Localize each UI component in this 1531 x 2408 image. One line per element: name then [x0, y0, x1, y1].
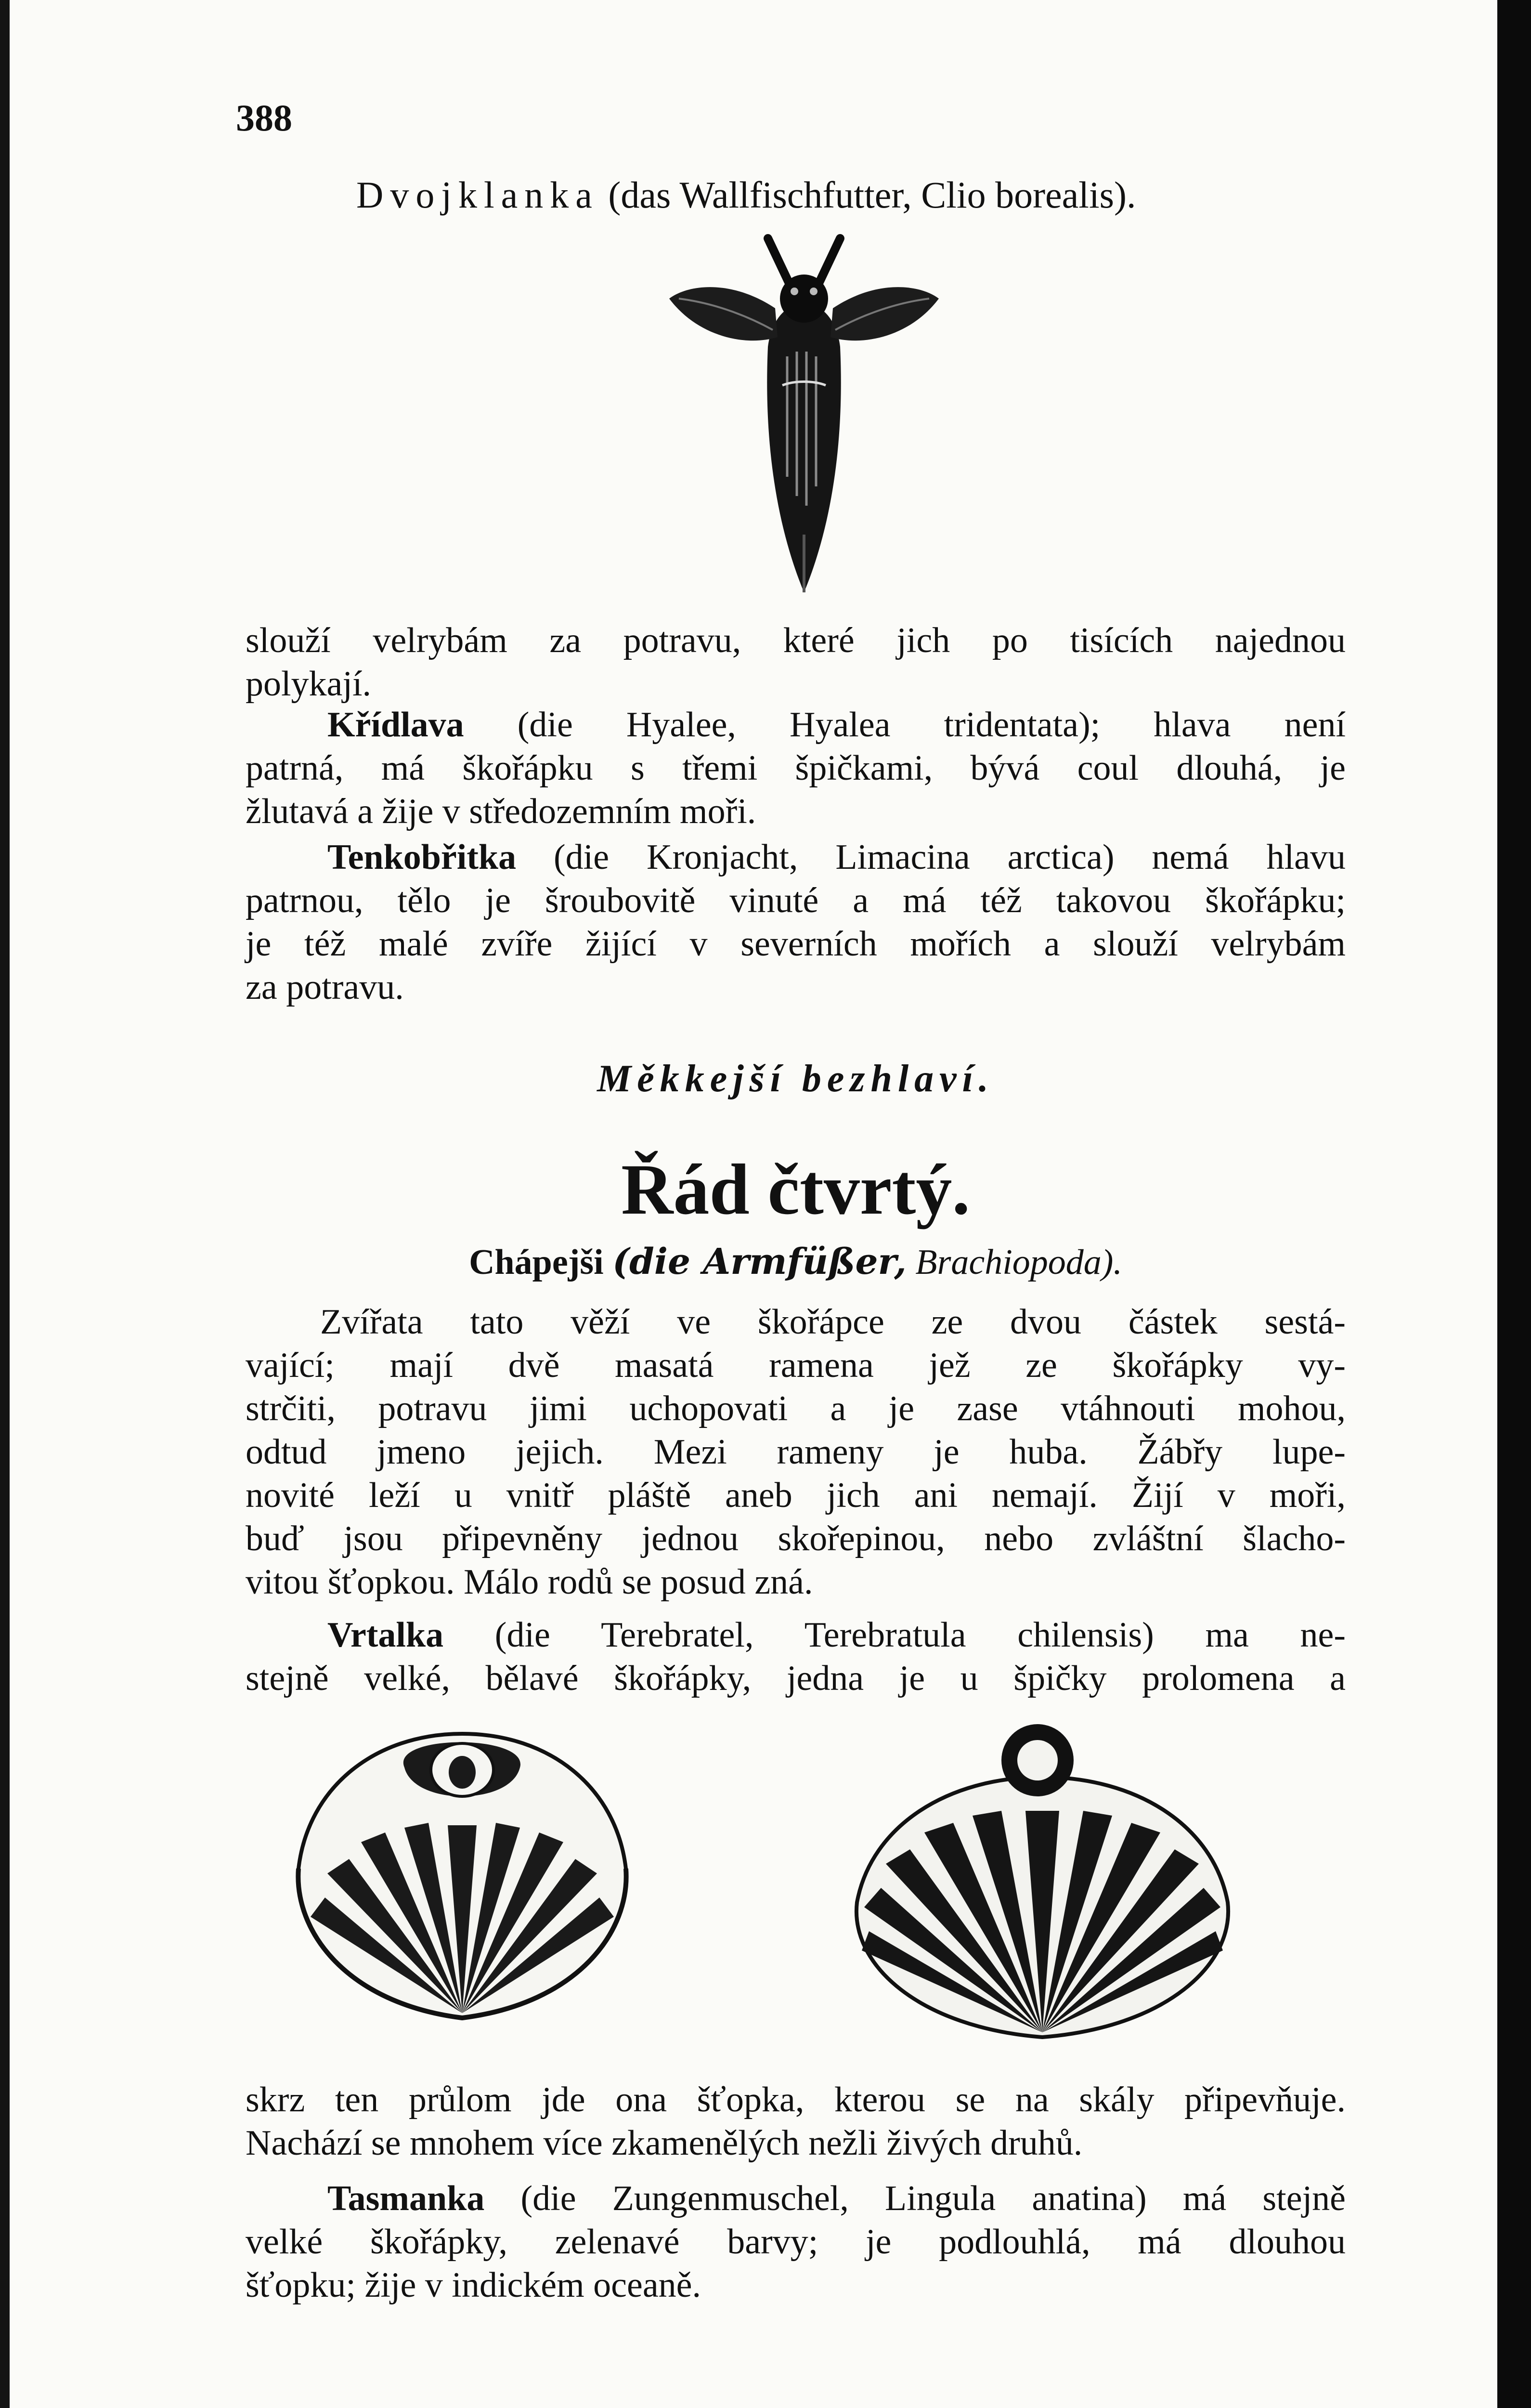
order-title: Řád čtvrtý.: [621, 1150, 970, 1230]
caption-species-name: Dvojklanka: [356, 174, 599, 216]
terebratula-shell-left-illustration: [289, 1714, 636, 2028]
order-german-name: (die Armfüßer,: [612, 1241, 907, 1283]
order-latin-name: Brachiopoda).: [915, 1243, 1122, 1282]
term-tasmanka: Tasmanka: [327, 2179, 485, 2218]
term-tenkobritka: Tenkobřitka: [327, 838, 517, 877]
terebratula-shell-right-illustration: [843, 1714, 1242, 2042]
book-page: [10, 0, 1497, 2408]
figure-caption-clio: [356, 173, 1136, 217]
text-line: vitou šťopkou. Málo rodů se posud zná.: [246, 1562, 813, 1602]
text-line: patrnou, tělo je šroubovitě vinuté a má též takovou škořápku;: [246, 881, 1346, 920]
text-line: odtud jmeno jejich. Mezi rameny je huba. Žábřy lupe-: [246, 1432, 1346, 1472]
text-line: žlutavá a žije v středozemním moři.: [246, 792, 756, 831]
scan-dark-edge: [1497, 0, 1531, 2408]
paragraph-limacina-first-line: [327, 833, 1346, 881]
clio-illustration: [660, 226, 948, 612]
text-line: velké škořápky, zelenavé barvy; je podlouhlá, má dlouhou: [246, 2222, 1346, 2262]
text-line: slouží velrybám za potravu, které jich po tisících najednou: [246, 621, 1346, 660]
text-line: strčiti, potravu jimi uchopovati a je zase vtáhnouti mohou,: [246, 1389, 1346, 1428]
text-line: patrná, má škořápku s třemi špičkami, bývá coul dlouhá, je: [246, 748, 1346, 788]
term-detail: (die Kronjacht, Limacina arctica) nemá hlavu: [554, 838, 1346, 877]
order-name: Chápejši: [469, 1243, 604, 1282]
text-line: za potravu.: [246, 968, 404, 1007]
term-detail: (die Terebratel, Terebratula chilensis) ma ne-: [494, 1615, 1346, 1655]
term-detail: (die Hyalee, Hyalea tridentata); hlava není: [517, 705, 1346, 745]
paragraph-lingula-first-line: [327, 2174, 1346, 2223]
term-detail: (die Zungenmuschel, Lingula anatina) má stejně: [520, 2179, 1346, 2218]
text-line: Zvířata tato věží ve škořápce ze dvou částek sestá-: [320, 1302, 1346, 1342]
section-subheading: Měkkejší bezhlaví.: [597, 1058, 994, 1100]
text-line: novité leží u vnitř pláště aneb jich ani nemají. Žijí v moři,: [246, 1476, 1346, 1515]
text-line: stejně velké, bělavé škořápky, jedna je u špičky prolomena a: [246, 1659, 1346, 1698]
term-kridlava: Křídlava: [327, 705, 464, 745]
paragraph-hyalea-first-line: [327, 701, 1346, 749]
page-number: 388: [236, 97, 292, 139]
text-line: je též malé zvíře žijící v severních mořích a slouží velrybám: [246, 924, 1346, 964]
text-line: polykají.: [246, 664, 372, 704]
text-line: vající; mají dvě masatá ramena jež ze škořápky vy-: [246, 1346, 1346, 1385]
caption-species-detail: (das Wallfischfutter, Clio borealis).: [608, 174, 1136, 216]
text-line: buď jsou připevněny jednou skořepinou, nebo zvláštní šlacho-: [246, 1519, 1346, 1558]
text-line: skrz ten průlom jde ona šťopka, kterou se na skály připevňuje.: [246, 2080, 1346, 2120]
paragraph-terebratula-first-line: [327, 1611, 1346, 1659]
order-subtitle: [246, 1238, 1346, 1286]
text-line: šťopku; žije v indickém oceaně.: [246, 2265, 701, 2305]
term-vrtalka: Vrtalka: [327, 1615, 444, 1655]
text-line: Nachází se mnohem více zkamenělých nežli živých druhů.: [246, 2123, 1083, 2163]
